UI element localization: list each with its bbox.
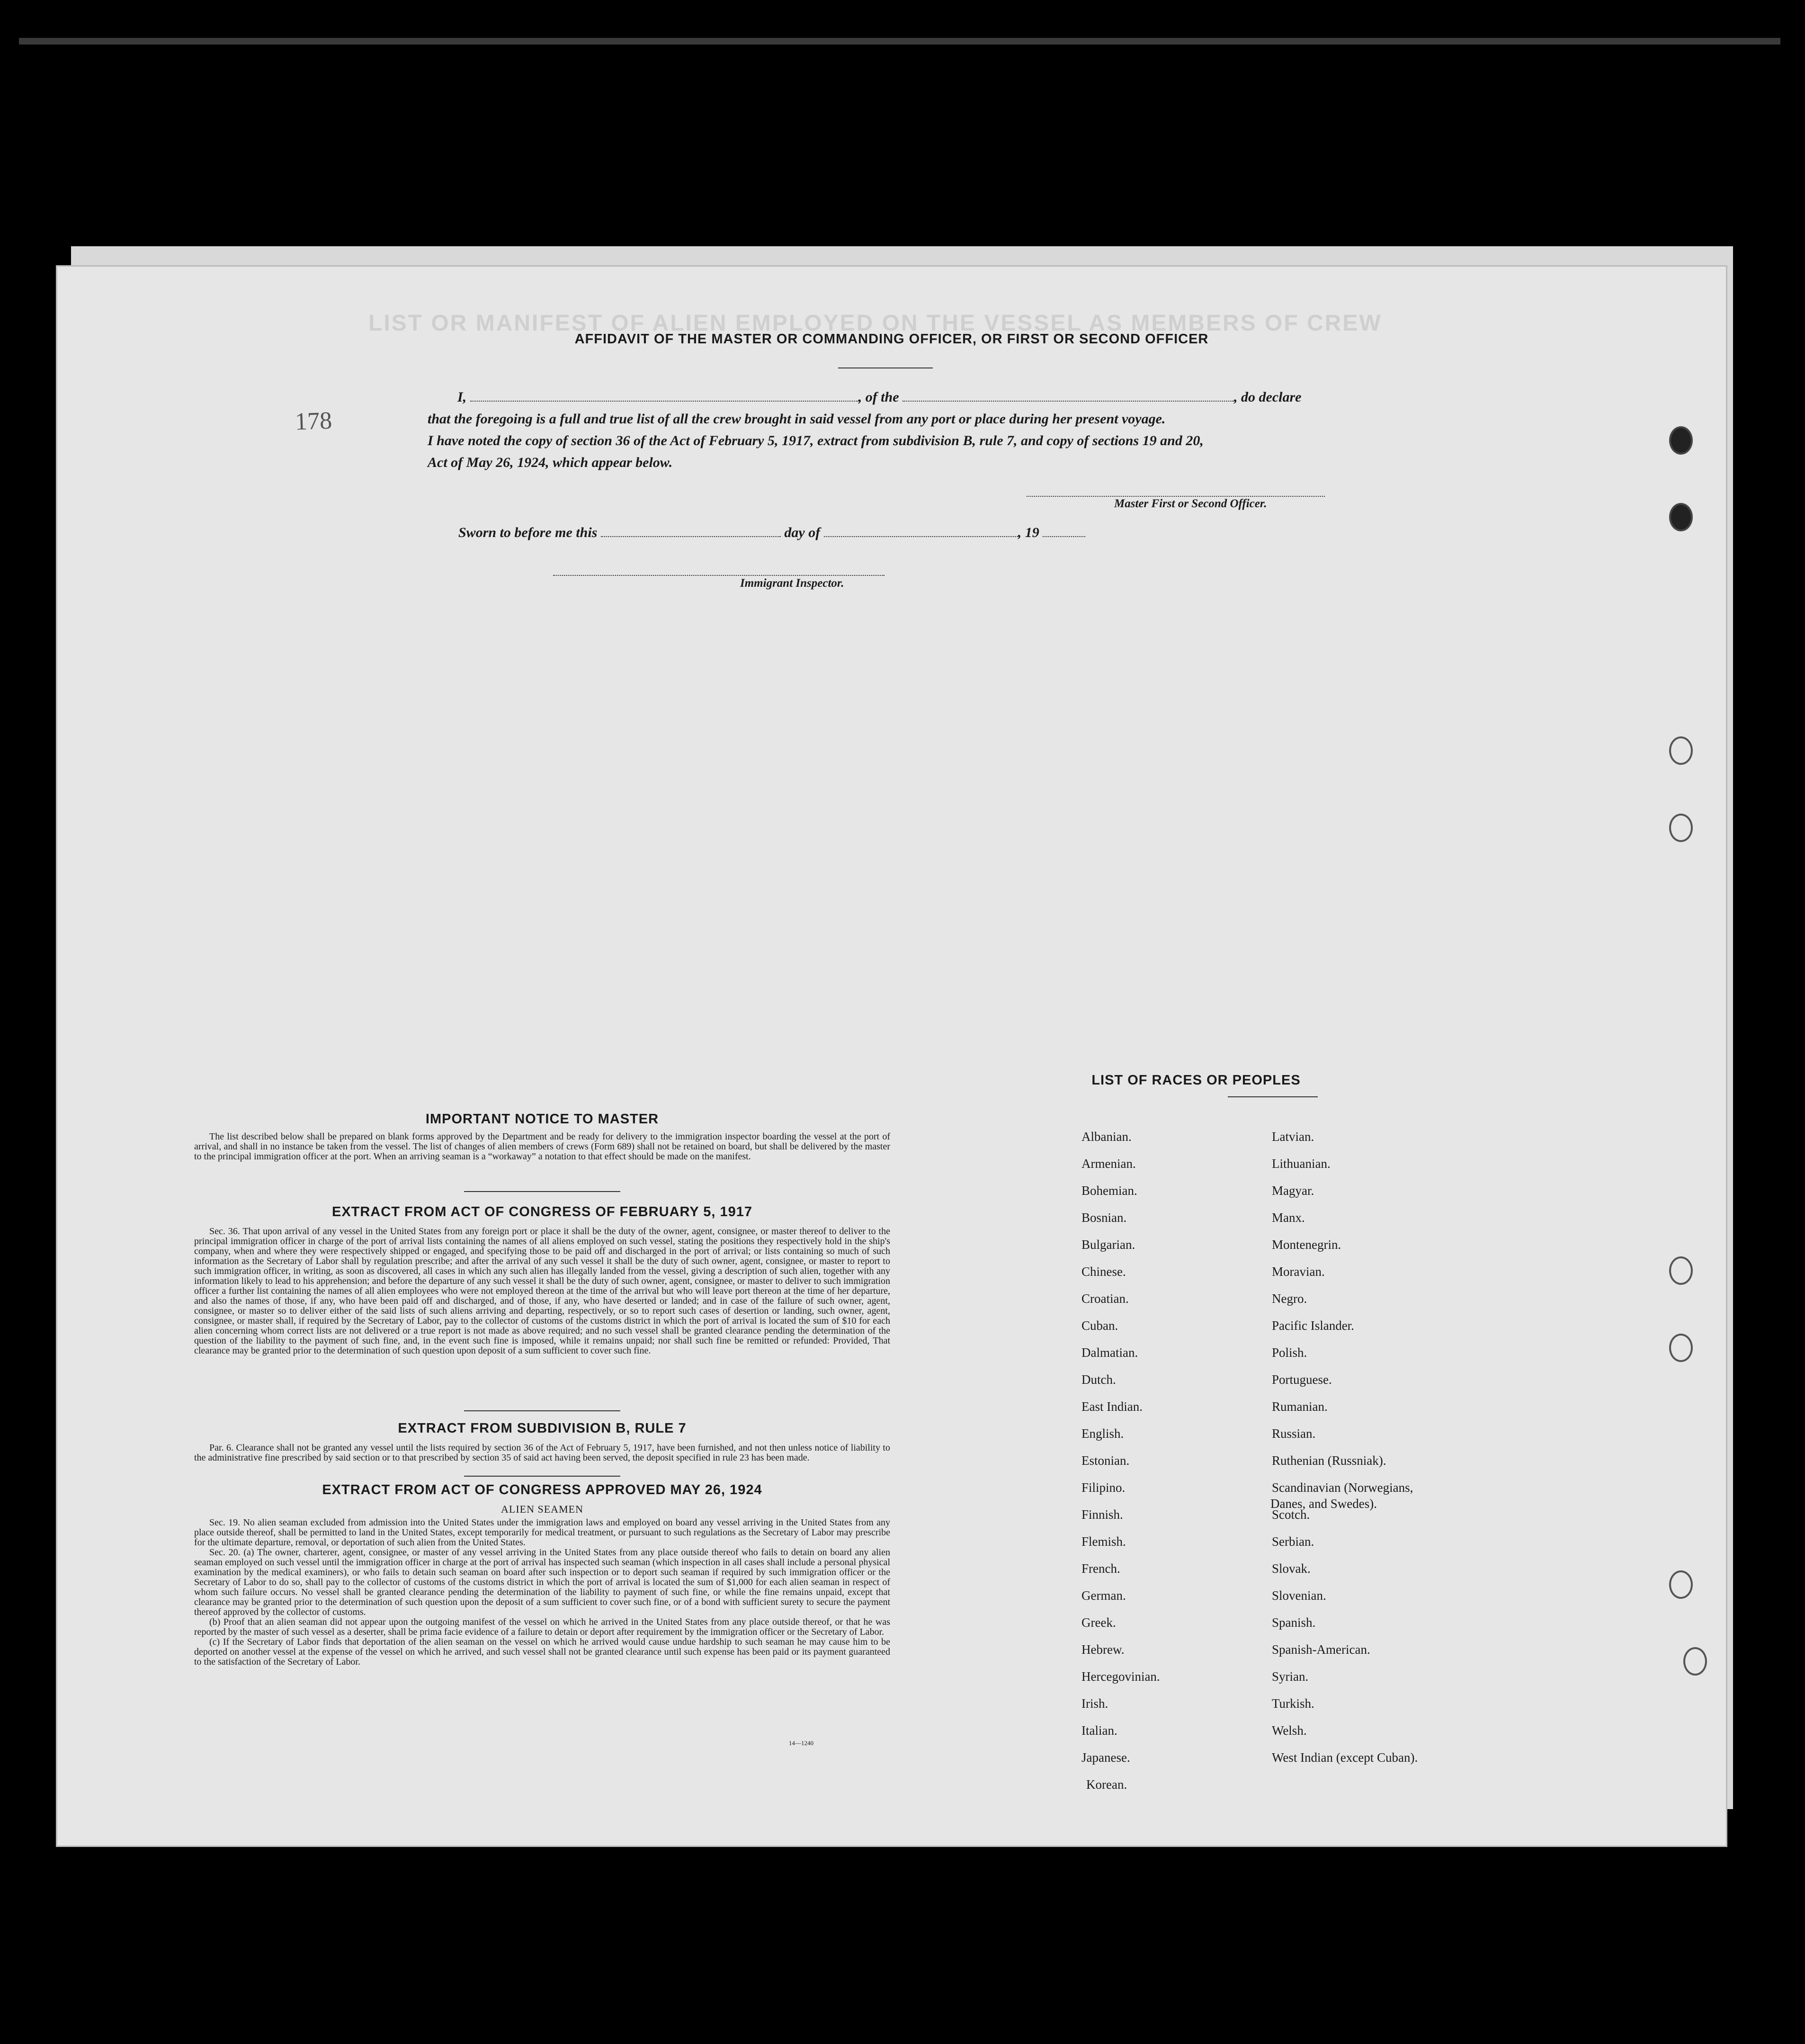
race-item: Finnish. (1081, 1507, 1123, 1522)
race-item: Japanese. (1081, 1750, 1130, 1765)
race-item: Welsh. (1272, 1723, 1307, 1738)
extract-1917-body: Sec. 36. That upon arrival of any vessel in the United States from any foreign port or place it shall be the duty of the owner, agent, consignee, or master thereof to deliver to the principal immigration officer in charge of the port of arrival lists containing the names of all aliens employed on such vessel, stating the positions they respectively hold in the ship's company, when and where they were respectively shipped or engaged, and specifying those to be paid off and discharged in the port of arrival; or lists containing so much of such information as the Secretary of Labor shall by regulation prescribe; and after the arrival of any such vessel it shall be the duty of such owner, agent, consignee, or master to report to such immigration officer, in writing, as soon as discovered, all cases in which any such alien has illegally landed from the vessel, giving a description of such alien, together with any information likely to lead to his apprehension; and before the departure of any such vessel it shall be the duty of such owner, agent, consignee, or master to deliver to such immigration officer a further list containing the names of all alien employees who were not employed thereon at the time of the arrival but who will leave port thereon at the time of her departure, and also the names of those, if any, who have been paid off and discharged, and of those, if any, who have deserted or landed; and in case of the failure of such owner, agent, consignee, or master so to deliver either of the said lists of such aliens arriving and departing, respectively, or so to report such cases of desertion or landing, such owner, agent, consignee, or master shall, if required by the Secretary of Labor, pay to the collector of customs of the customs district in which the port of arrival is located the sum of $10 for each alien concerning whom correct lists are not delivered or a true report is not made as above required; and no such vessel shall be granted clearance pending the determination of the question of the liability to the payment of such fine, and, in the event such fine is imposed, while it remains unpaid; nor shall such fine be remitted or refunded: Provided, That clearance may be granted prior to the determination of such question upon deposit of a sum sufficient to cover such fine. (194, 1226, 890, 1356)
race-item: Filipino. (1081, 1480, 1126, 1495)
race-item: Negro. (1272, 1291, 1307, 1306)
section-19: Sec. 19. No alien seaman excluded from admission into the United States under the immigration laws and employed on board any vessel arriving in the United States from any place outside thereof, shall be permitted to land in the United States, except temporarily for medical treatment, or pursuant to such regulations as the Secretary of Labor may prescribe for the ultimate departure, removal, or deportation of such alien from the United States. (194, 1517, 890, 1548)
race-item: Albanian. (1081, 1130, 1132, 1144)
divider (464, 1191, 620, 1192)
race-item: Magyar. (1272, 1183, 1314, 1198)
inspector-signature-line[interactable] (553, 574, 885, 576)
binder-hole-icon (1669, 503, 1693, 531)
race-item: Manx. (1272, 1210, 1305, 1225)
race-item: Slovak. (1272, 1561, 1311, 1576)
race-item: Hercegovinian. (1081, 1669, 1160, 1684)
notice-title: IMPORTANT NOTICE TO MASTER (425, 1112, 659, 1127)
affidavit-line-4: Act of May 26, 1924, which appear below. (428, 455, 673, 470)
race-item: Lithuanian. (1272, 1156, 1331, 1171)
races-title: LIST OF RACES OR PEOPLES (1091, 1073, 1301, 1088)
race-item: Russian. (1272, 1426, 1316, 1441)
race-item: East Indian. (1081, 1399, 1143, 1414)
race-item: Spanish-American. (1272, 1642, 1370, 1657)
race-item: Portuguese. (1272, 1372, 1332, 1387)
race-item: Chinese. (1081, 1264, 1126, 1279)
binder-hole-icon (1669, 736, 1693, 765)
binder-hole-icon (1683, 1647, 1707, 1676)
extract-rule7-body: Par. 6. Clearance shall not be granted any vessel until the lists required by section 36 of the Act of February 5, 1917, have been furnished, and not then unless notice of liability to the administrative fine prescribed by said section or to that prescribed by section 35 of said act having been served, the deposit specified in rule 23 has been made. (194, 1443, 890, 1463)
sworn-month-field[interactable] (824, 531, 1018, 537)
binder-hole-icon (1669, 1570, 1693, 1599)
race-item: Hebrew. (1081, 1642, 1125, 1657)
race-item: Turkish. (1272, 1696, 1314, 1711)
race-item: Polish. (1272, 1345, 1307, 1360)
race-item: Scandinavian (Norwegians, (1272, 1480, 1413, 1495)
sworn-date-field[interactable] (601, 531, 781, 537)
race-item: Irish. (1081, 1696, 1108, 1711)
race-item: Latvian. (1272, 1130, 1314, 1144)
divider (464, 1476, 620, 1477)
master-name-field[interactable] (470, 396, 858, 402)
inspector-signature-caption: Immigrant Inspector. (740, 577, 844, 590)
race-item: Korean. (1086, 1777, 1127, 1792)
binder-hole-icon (1669, 1256, 1693, 1285)
binder-hole-icon (1669, 1334, 1693, 1362)
bleed-through-text: LIST OR MANIFEST OF ALIEN EMPLOYED ON THE VESSEL AS MEMBERS OF CREW (368, 311, 1382, 336)
race-item: German. (1081, 1588, 1126, 1603)
vessel-name-field[interactable] (902, 396, 1234, 402)
race-item: Rumanian. (1272, 1399, 1328, 1414)
race-item: Moravian. (1272, 1264, 1325, 1279)
notice-body: The list described below shall be prepared on blank forms approved by the Department and be ready for delivery to the immigration inspector boarding the vessel at the port of arrival, and shall in no instance be taken from the vessel. The list of changes of alien members of crews (Form 689) shall not be retained on board, but shall be delivered by the master to the principal immigration officer at the port. When an arriving seaman is a “workaway” a notation to that effect should be made on the manifest. (194, 1131, 890, 1162)
race-item: Italian. (1081, 1723, 1117, 1738)
manifest-page (56, 265, 1727, 1847)
race-item: Cuban. (1081, 1318, 1118, 1333)
section-20c: (c) If the Secretary of Labor finds that deportation of the alien seaman on the vessel on which he arrived would cause undue hardship to such seaman he may cause him to be deported on another vessel at the expense of the vessel on which he arrived, and such vessel shall not be granted clearance until such expense has been paid or its payment guaranteed to the satisfaction of the Secretary of Labor. (194, 1637, 890, 1667)
race-item: English. (1081, 1426, 1124, 1441)
race-item: Serbian. (1272, 1534, 1314, 1549)
race-item: Bosnian. (1081, 1210, 1127, 1225)
form-number: 14—1240 (789, 1739, 813, 1747)
section-20a: Sec. 20. (a) The owner, charterer, agent, consignee, or master of any vessel arriving in the United States from any place outside thereof who fails to detain on board any alien seaman employed on such vessel until the immigration officer in charge at the port of arrival has inspected such seaman (which inspection in all cases shall include a personal physical examination by the medical examiners), or who fails to detain such seaman on board after such inspection or to deport such seaman if required by such immigration officer or the Secretary of Labor to do so, shall pay to the collector of customs of the customs district in which the port of arrival is located the sum of $1,000 for each alien seaman in respect of whom such failure occurs. No vessel shall be granted clearance pending the determination of the liability to payment of such fine, or while the fine remains unpaid, except that clearance may be granted prior to the determination of such question upon the deposit of a sum sufficient to cover such fine, or of a bond with sufficient surety to secure the payment thereof approved by the collector of customs. (194, 1547, 890, 1617)
film-edge (19, 38, 1780, 45)
race-item: Dalmatian. (1081, 1345, 1138, 1360)
alien-seamen-subtitle: ALIEN SEAMEN (501, 1503, 583, 1515)
race-item: Croatian. (1081, 1291, 1129, 1306)
race-item: Ruthenian (Russniak). (1272, 1453, 1386, 1468)
binder-hole-icon (1669, 814, 1693, 842)
master-signature-caption: Master First or Second Officer. (1114, 497, 1267, 510)
race-item: Dutch. (1081, 1372, 1116, 1387)
affidavit-line-2: that the foregoing is a full and true list of all the crew brought in said vessel from any port or place during her present voyage. (428, 411, 1166, 427)
sworn-year-field[interactable] (1043, 531, 1085, 537)
race-item: Armenian. (1081, 1156, 1136, 1171)
master-signature-line[interactable] (1027, 495, 1325, 497)
sworn-line: Sworn to before me this day of , 19 (458, 525, 1085, 541)
section-20b: (b) Proof that an alien seaman did not appear upon the outgoing manifest of the vessel on which he arrived in the United States from any place outside thereof, or that he was reported by the master of such vessel as a deserter, shall be prima facie evidence of a failure to detain or deport after requirement by the immigration officer or the Secretary of Labor. (194, 1617, 890, 1637)
race-item: Slovenian. (1272, 1588, 1326, 1603)
divider (464, 1410, 620, 1411)
page-number: 178 (295, 407, 332, 436)
race-item: Flemish. (1081, 1534, 1126, 1549)
race-item: Danes, and Swedes). (1270, 1497, 1377, 1511)
race-item: Pacific Islander. (1272, 1318, 1354, 1333)
race-item: Scotch. (1272, 1507, 1310, 1522)
race-item: Bulgarian. (1081, 1237, 1135, 1252)
race-item: Estonian. (1081, 1453, 1130, 1468)
divider (1228, 1096, 1318, 1097)
affidavit-line-1: I, , of the , do declare (457, 389, 1302, 405)
affidavit-title: AFFIDAVIT OF THE MASTER OR COMMANDING OFFICER, OR FIRST OR SECOND OFFICER (574, 332, 1209, 347)
race-item: Spanish. (1272, 1615, 1316, 1630)
extract-rule7-title: EXTRACT FROM SUBDIVISION B, RULE 7 (398, 1421, 687, 1436)
extract-1924-body (194, 1518, 890, 1667)
extract-1917-title: EXTRACT FROM ACT OF CONGRESS OF FEBRUARY 5, 1917 (331, 1204, 753, 1219)
race-item: Montenegrin. (1272, 1237, 1341, 1252)
race-item: West Indian (except Cuban). (1272, 1750, 1418, 1765)
binder-hole-icon (1669, 426, 1693, 455)
race-item: Bohemian. (1081, 1183, 1137, 1198)
race-item: Syrian. (1272, 1669, 1309, 1684)
extract-1924-title: EXTRACT FROM ACT OF CONGRESS APPROVED MAY 26, 1924 (322, 1482, 762, 1497)
race-item: French. (1081, 1561, 1120, 1576)
race-item: Greek. (1081, 1615, 1116, 1630)
affidavit-line-3: I have noted the copy of section 36 of the Act of February 5, 1917, extract from subdivision B, rule 7, and copy of sections 19 and 20, (428, 433, 1204, 448)
